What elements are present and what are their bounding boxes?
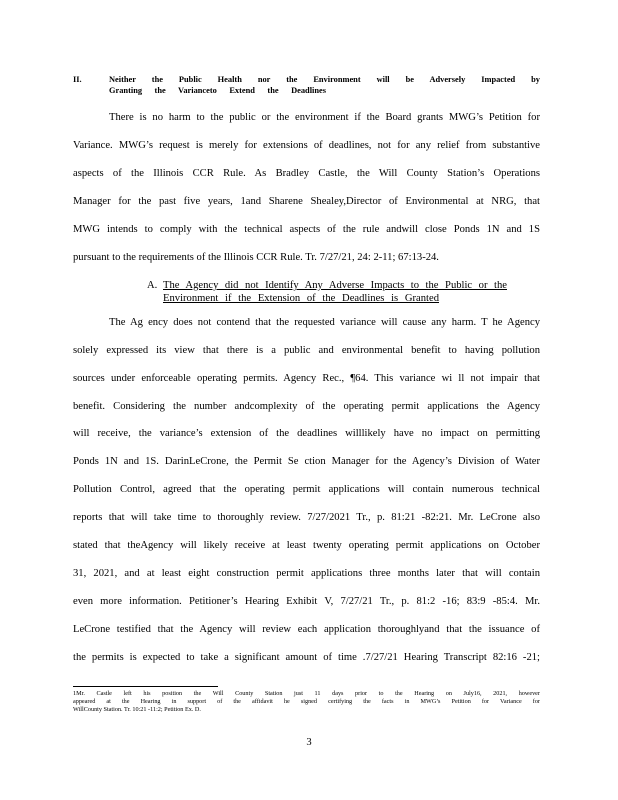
paragraph-1-line-2: Variance. MWG’s request is merely for extensions of deadlines, not for any relief from substantive [73, 140, 540, 151]
footnote-divider [73, 686, 218, 687]
paragraph-2-line-2: solely expressed its view that there is a public and environmental benefit to having pollution [73, 345, 540, 356]
section-number: II. [73, 75, 82, 84]
paragraph-2-line-4: benefit. Considering the number andcomplexity of the operating permit applications the Agency [73, 401, 540, 412]
paragraph-2-line-3: sources under enforceable operating permits. Agency Rec., ¶64. This variance wi ll not impair that [73, 373, 540, 384]
paragraph-1-line-4: Manager for the past five years, 1and Sharene Shealey,Director of Environmental at NRG, that [73, 196, 540, 207]
paragraph-2-line-1: The Ag ency does not contend that the requested variance will cause any harm. T he Agency [109, 317, 540, 328]
section-heading-line-2: Granting the Varianceto Extend the Deadlines [109, 86, 326, 95]
paragraph-1-line-5: MWG intends to comply with the technical aspects of the rule andwill close Ponds 1N and 1S [73, 224, 540, 235]
subsection-heading-line-2: Environment if the Extension of the Deadlines is Granted [163, 293, 439, 304]
paragraph-2-line-13: the permits is expected to take a significant amount of time .7/27/21 Hearing Transcript 82:16 -21; [73, 652, 540, 663]
paragraph-2-line-5: will receive, the variance’s extension of the deadlines willlikely have no impact on permitting [73, 428, 540, 439]
footnote-line-2: appeared at the Hearing in support of the affidavit he signed certifying the facts in MWG’s Petition for Variance for [73, 698, 540, 705]
page-number: 3 [306, 737, 312, 748]
paragraph-1-line-6: pursuant to the requirements of the Illinois CCR Rule. Tr. 7/27/21, 24: 2-11; 67:13-24. [73, 252, 439, 263]
subsection-letter: A. [147, 280, 158, 291]
paragraph-2-line-12: LeCrone testified that the Agency will review each application thoroughlyand that the issuance of [73, 624, 540, 635]
paragraph-2-line-7: Pollution Control, agreed that the operating permit applications will contain numerous technical [73, 484, 540, 495]
footnote-line-3: WillCounty Station. Tr. 10:21 -11:2; Petition Ex. D. [73, 706, 201, 713]
paragraph-2-line-9: stated that theAgency will likely receive at least twenty operating permit applications on October [73, 540, 540, 551]
paragraph-1-line-3: aspects of the Illinois CCR Rule. As Bradley Castle, the Will County Station’s Operations [73, 168, 540, 179]
paragraph-2-line-8: reports that will take time to thoroughly review. 7/27/2021 Tr., p. 81:21 -82:21. Mr. LeCrone also [73, 512, 540, 523]
paragraph-2-line-6: Ponds 1N and 1S. DarinLeCrone, the Permit Se ction Manager for the Agency’s Division of Water [73, 456, 540, 467]
paragraph-2-line-11: even more information. Petitioner’s Hearing Exhibit V, 7/27/21 Tr., p. 81:2 -16; 83:9 -85:4. Mr. [73, 596, 540, 607]
paragraph-1-line-1: There is no harm to the public or the environment if the Board grants MWG’s Petition for [109, 112, 540, 123]
footnote-line-1: 1Mr. Castle left his position the Will County Station just 11 days prior to the Hearing on July16, 2021, however [73, 690, 540, 697]
section-heading-line-1: Neither the Public Health nor the Environment will be Adversely Impacted by [109, 75, 540, 84]
paragraph-2-line-10: 31, 2021, and at least eight construction permit applications three months later that will contain [73, 568, 540, 579]
subsection-heading-line-1: The Agency did not Identify Any Adverse Impacts to the Public or the [163, 280, 507, 291]
